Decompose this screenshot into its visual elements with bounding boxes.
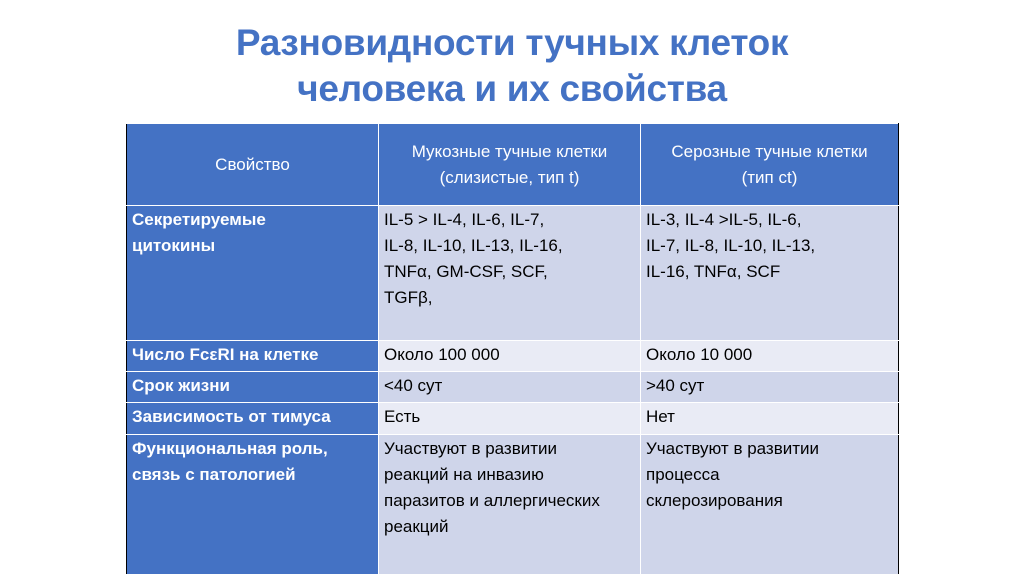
table-header-row (127, 124, 899, 206)
cell-line: Участвуют в развитии (646, 439, 820, 458)
header-mucosal-line-2: (слизистые, тип t) (439, 167, 580, 187)
row-mucosal-value (379, 341, 641, 372)
title-line-1: Разновидности тучных клеток (235, 22, 789, 63)
cell-line: Срок жизни (132, 376, 230, 395)
cell-line: Зависимость от тимуса (132, 407, 331, 426)
header-mucosal-line-1: Мукозные тучные клетки (411, 141, 608, 161)
cell-line: Около 10 000 (646, 345, 753, 364)
row-property (127, 403, 379, 435)
title-line-2: человека и их свойства (297, 68, 727, 109)
row-mucosal-value (379, 435, 641, 574)
cell-line: <40 сут (384, 376, 443, 395)
cell-line: >40 сут (646, 376, 705, 395)
cell-line: Секретируемые (132, 210, 266, 229)
row-mucosal-value (379, 372, 641, 403)
table-row (127, 341, 899, 372)
header-serous-line-2: (тип ct) (741, 167, 798, 187)
cell-line: IL-7, IL-8, IL-10, IL-13, (646, 236, 816, 255)
cell-line: процесса (646, 465, 720, 484)
cell-line: IL-3, IL-4 >IL-5, IL-6, (646, 210, 802, 229)
row-mucosal-value (379, 206, 641, 341)
cell-line: TNFα, GM-CSF, SCF, (384, 262, 548, 281)
cell-line: цитокины (132, 236, 216, 255)
row-property (127, 435, 379, 574)
row-property (127, 372, 379, 403)
slide-title (0, 20, 1024, 112)
cell-line: IL-16, TNFα, SCF (646, 262, 781, 281)
row-serous-value (641, 435, 899, 574)
row-serous-value (641, 372, 899, 403)
row-mucosal-value (379, 403, 641, 435)
table-row (127, 403, 899, 435)
row-property (127, 341, 379, 372)
table-row (127, 435, 899, 574)
cell-line: Около 100 000 (384, 345, 500, 364)
header-property-label: Свойство (215, 154, 290, 174)
cell-line: склерозирования (646, 491, 783, 510)
header-serous (641, 124, 899, 206)
header-mucosal (379, 124, 641, 206)
cell-line: паразитов и аллергических (384, 491, 600, 510)
cell-line: Число FcεRI на клетке (132, 345, 319, 364)
header-property (127, 124, 379, 206)
cell-line: IL-8, IL-10, IL-13, IL-16, (384, 236, 563, 255)
row-property (127, 206, 379, 341)
cell-line: Функциональная роль, (132, 439, 328, 458)
cell-line: Есть (384, 407, 421, 426)
table-row (127, 206, 899, 341)
mast-cell-properties-table (126, 123, 899, 574)
table-row (127, 372, 899, 403)
row-serous-value (641, 206, 899, 341)
header-serous-line-1: Серозные тучные клетки (671, 141, 868, 161)
cell-line: связь с патологией (132, 465, 296, 484)
row-serous-value (641, 403, 899, 435)
cell-line: TGFβ, (384, 288, 433, 307)
cell-line: реакций (384, 517, 449, 536)
cell-line: IL-5 > IL-4, IL-6, IL-7, (384, 210, 545, 229)
cell-line: Нет (646, 407, 675, 426)
cell-line: Участвуют в развитии (384, 439, 558, 458)
cell-line: реакций на инвазию (384, 465, 544, 484)
row-serous-value (641, 341, 899, 372)
